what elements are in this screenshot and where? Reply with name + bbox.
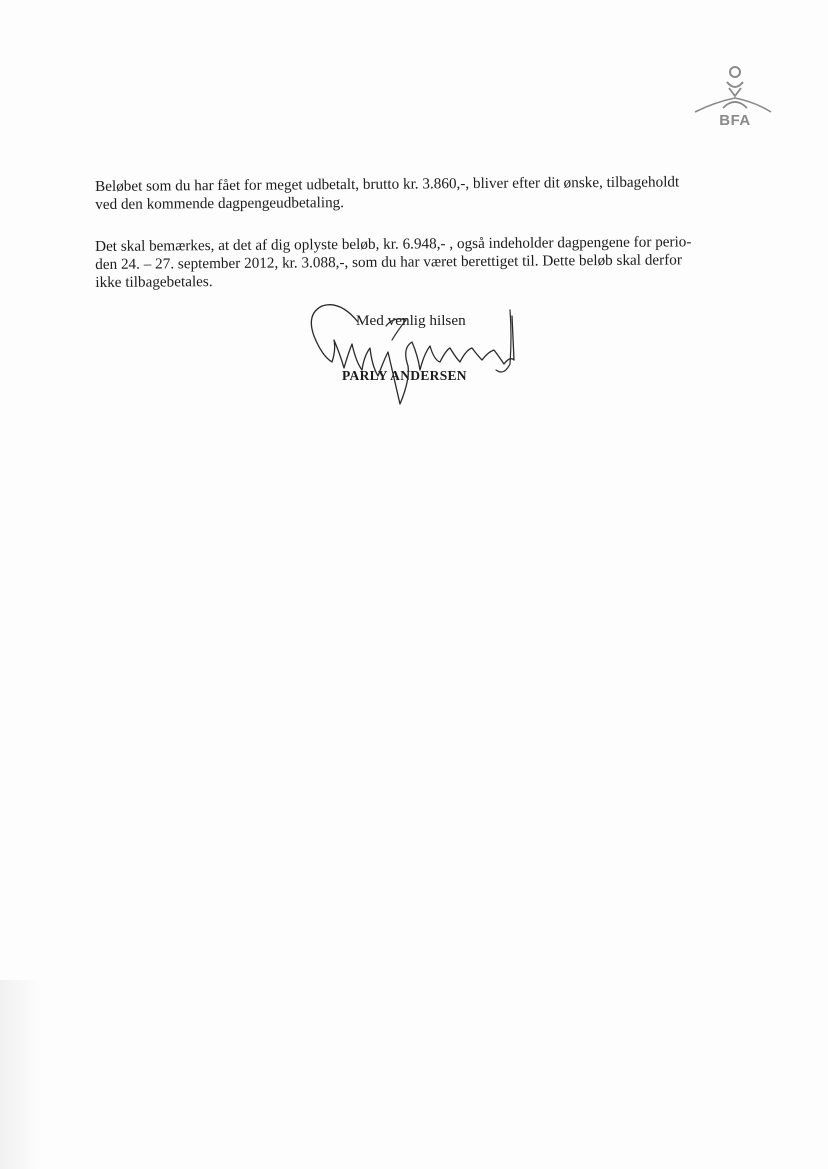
handwritten-signature bbox=[300, 296, 530, 414]
text-line: ikke tilbagebetales. bbox=[95, 273, 213, 291]
logo-text: BFA bbox=[719, 112, 751, 129]
text-line: Beløbet som du har fået for meget udbetalt, brutto kr. 3.860,-, bliver efter dit ønske, tilbageholdt bbox=[95, 173, 680, 195]
text-line: den 24. – 27. september 2012, kr. 3.088,-, som du har været berettiget til. Dette beløb skal derfor bbox=[95, 251, 682, 273]
bfa-logo bbox=[693, 62, 773, 134]
paragraph-repayment bbox=[95, 173, 727, 214]
paragraph-note bbox=[95, 233, 727, 292]
signer-name: PARLY ANDERSEN bbox=[342, 368, 467, 383]
scan-shadow bbox=[0, 980, 40, 1169]
text-line: Det skal bemærkes, at det af dig oplyste beløb, kr. 6.948,- , også indeholder dagpengene for perio- bbox=[95, 233, 692, 255]
closing-greeting: Med venlig hilsen bbox=[356, 312, 466, 329]
text-line: ved den kommende dagpengeudbetaling. bbox=[95, 194, 345, 213]
